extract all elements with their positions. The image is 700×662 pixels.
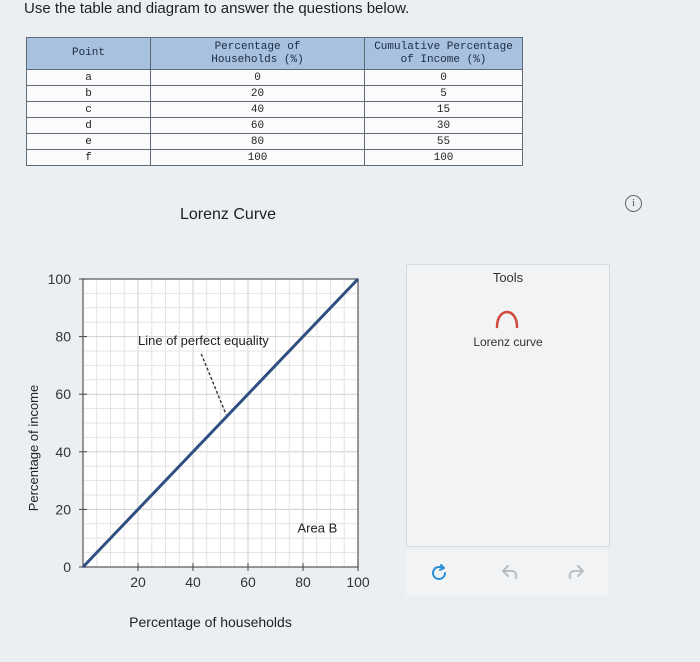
data-table <box>26 37 523 166</box>
reset-button[interactable] <box>426 560 452 586</box>
undo-button[interactable] <box>496 560 522 586</box>
equality-annotation: Line of perfect equality <box>138 333 269 349</box>
x-tick-label: 20 <box>130 574 146 590</box>
y-tick-label: 0 <box>63 559 71 575</box>
x-axis-label: Percentage of households <box>129 614 292 630</box>
y-tick-label: 20 <box>55 501 71 518</box>
tools-panel <box>406 264 610 547</box>
income-cell: 100 <box>365 150 523 166</box>
instruction-text: Use the table and diagram to answer the questions below. <box>24 0 410 17</box>
redo-icon <box>564 560 590 586</box>
x-tick-label: 80 <box>295 574 311 590</box>
y-tick-label: 80 <box>55 328 71 345</box>
area-b-label: Area B <box>297 520 338 536</box>
point-cell: d <box>27 118 151 134</box>
header-income: Cumulative Percentage of Income (%) <box>365 38 523 70</box>
x-tick-label: 100 <box>346 574 370 590</box>
y-tick-label: 100 <box>47 271 71 287</box>
table-row <box>27 134 523 150</box>
table-row <box>27 86 523 102</box>
y-tick-label: 60 <box>55 386 71 403</box>
info-icon[interactable]: i <box>625 195 642 212</box>
income-cell: 30 <box>365 118 523 134</box>
point-cell: c <box>27 102 151 118</box>
undo-icon <box>496 560 522 586</box>
point-cell: e <box>27 134 151 150</box>
table-row <box>27 150 523 166</box>
households-cell: 0 <box>151 70 365 86</box>
lorenz-curve-icon <box>491 303 523 331</box>
households-cell: 60 <box>151 118 365 134</box>
households-cell: 80 <box>151 134 365 150</box>
chart-title: Lorenz Curve <box>180 206 277 223</box>
y-tick-label: 40 <box>55 443 71 460</box>
income-cell: 15 <box>365 102 523 118</box>
table-row <box>27 118 523 134</box>
x-tick-label: 60 <box>240 574 256 590</box>
point-cell: b <box>27 86 151 102</box>
table-row <box>27 102 523 118</box>
lorenz-curve-tool[interactable] <box>407 297 609 357</box>
x-tick-label: 40 <box>185 574 201 590</box>
income-cell: 55 <box>365 134 523 150</box>
lorenz-chart[interactable] <box>0 255 400 645</box>
households-cell: 100 <box>151 150 365 166</box>
point-cell: f <box>27 150 151 166</box>
header-point: Point <box>27 38 151 70</box>
header-households: Percentage of Households (%) <box>151 38 365 70</box>
households-cell: 20 <box>151 86 365 102</box>
table-header-row <box>27 38 523 70</box>
y-axis-label: Percentage of income <box>26 384 41 512</box>
lorenz-curve-label: Lorenz curve <box>473 335 543 349</box>
action-bar <box>406 550 608 596</box>
households-cell: 40 <box>151 102 365 118</box>
reset-icon <box>426 560 452 586</box>
point-cell: a <box>27 70 151 86</box>
redo-button[interactable] <box>564 560 590 586</box>
tools-title: Tools <box>492 270 524 285</box>
income-cell: 0 <box>365 70 523 86</box>
income-cell: 5 <box>365 86 523 102</box>
table-row <box>27 70 523 86</box>
